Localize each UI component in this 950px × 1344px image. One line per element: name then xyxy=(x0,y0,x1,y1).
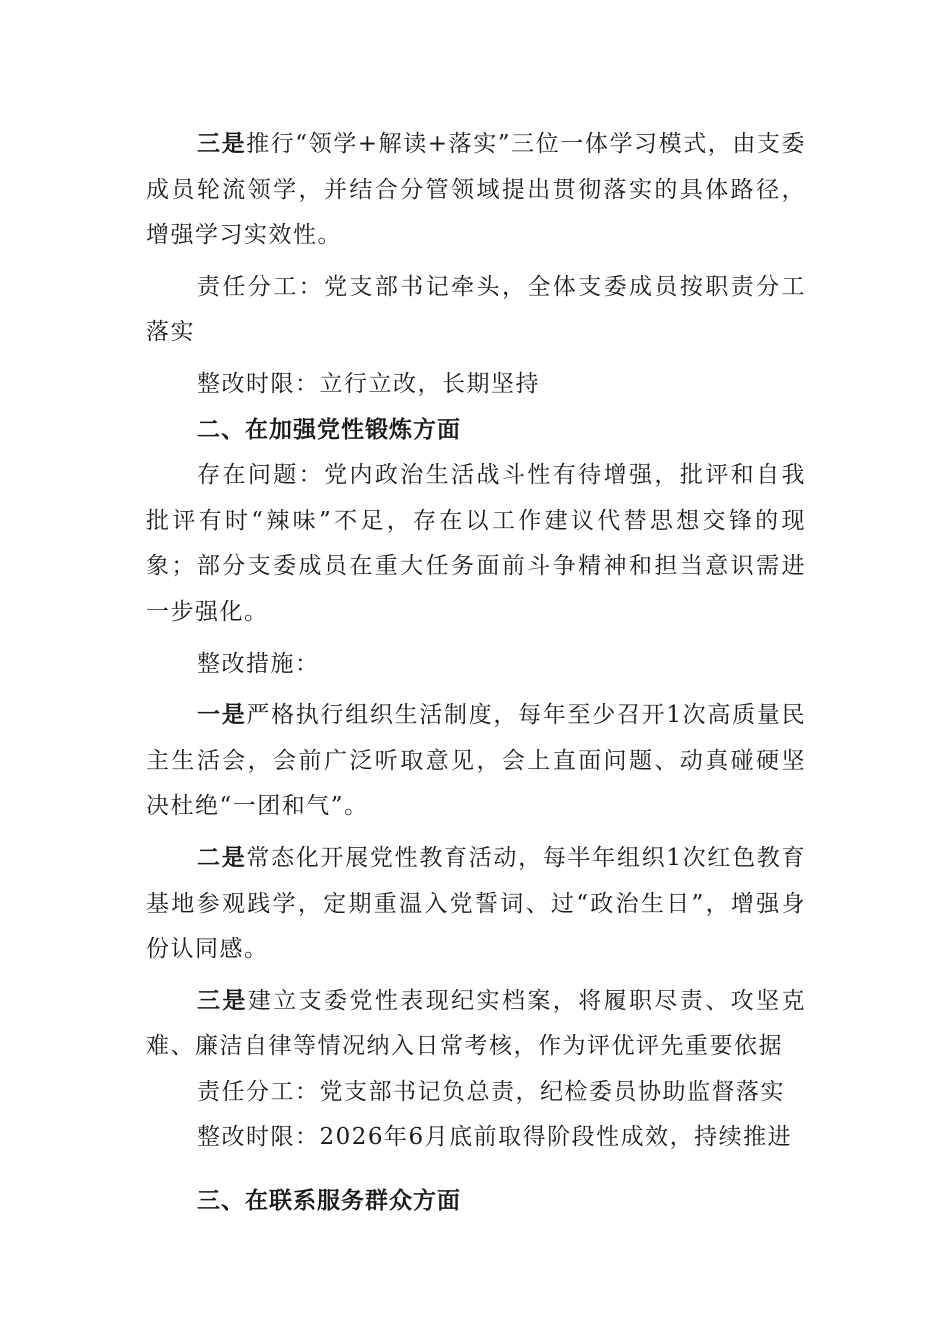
problem-paragraph: 存在问题：党内政治生活战斗性有待增强，批评和自我批评有时“辣味”不足，存在以工作建议代替思想交锋的现象；部分支委成员在重大任务面前斗争精神和担当意识需进一步强化。 xyxy=(146,462,806,625)
measure-lead: 三是 xyxy=(197,131,247,157)
measure-lead: 一是 xyxy=(197,702,247,729)
measure-text: 严格执行组织生活制度，每年至少召开1次高质量民主生活会，会前广泛听取意见，会上直面问题、动真碰硬坚决杜绝“一团和气”。 xyxy=(146,702,806,820)
measure-lead: 二是 xyxy=(197,844,247,871)
measure-text: 常态化开展党性教育活动，每半年组织1次红色教育基地参观践学，定期重温入党誓词、过“政治生日”，增强身份认同感。 xyxy=(146,844,806,963)
measure-paragraph xyxy=(146,122,806,259)
deadline-paragraph: 整改时限：立行立改，长期坚持 xyxy=(197,370,540,397)
measure-paragraph xyxy=(146,693,806,830)
measure-paragraph xyxy=(146,979,806,1070)
section-heading: 三、在联系服务群众方面 xyxy=(197,1188,461,1215)
measure-text: 建立支委党性表现纪实档案，将履职尽责、攻坚克难、廉洁自律等情况纳入日常考核，作为评优评先重要依据 xyxy=(146,987,807,1060)
measure-lead: 三是 xyxy=(197,987,248,1014)
section-heading: 二、在加强党性锻炼方面 xyxy=(197,416,461,443)
measure-text: 推行“领学+解读+落实”三位一体学习模式，由支委成员轮流领学，并结合分管领域提出贯彻落实的具体路径，增强学习实效性。 xyxy=(146,131,806,249)
deadline-paragraph: 整改时限：2026年6月底前取得阶段性成效，持续推进 xyxy=(197,1124,793,1151)
measure-paragraph xyxy=(146,836,806,973)
responsibility-paragraph: 责任分工：党支部书记负总责，纪检委员协助监督落实 xyxy=(197,1078,785,1105)
responsibility-paragraph: 责任分工：党支部书记牵头，全体支委成员按职责分工落实 xyxy=(146,273,806,346)
document-body xyxy=(146,122,806,1225)
measures-label: 整改措施： xyxy=(197,650,320,677)
